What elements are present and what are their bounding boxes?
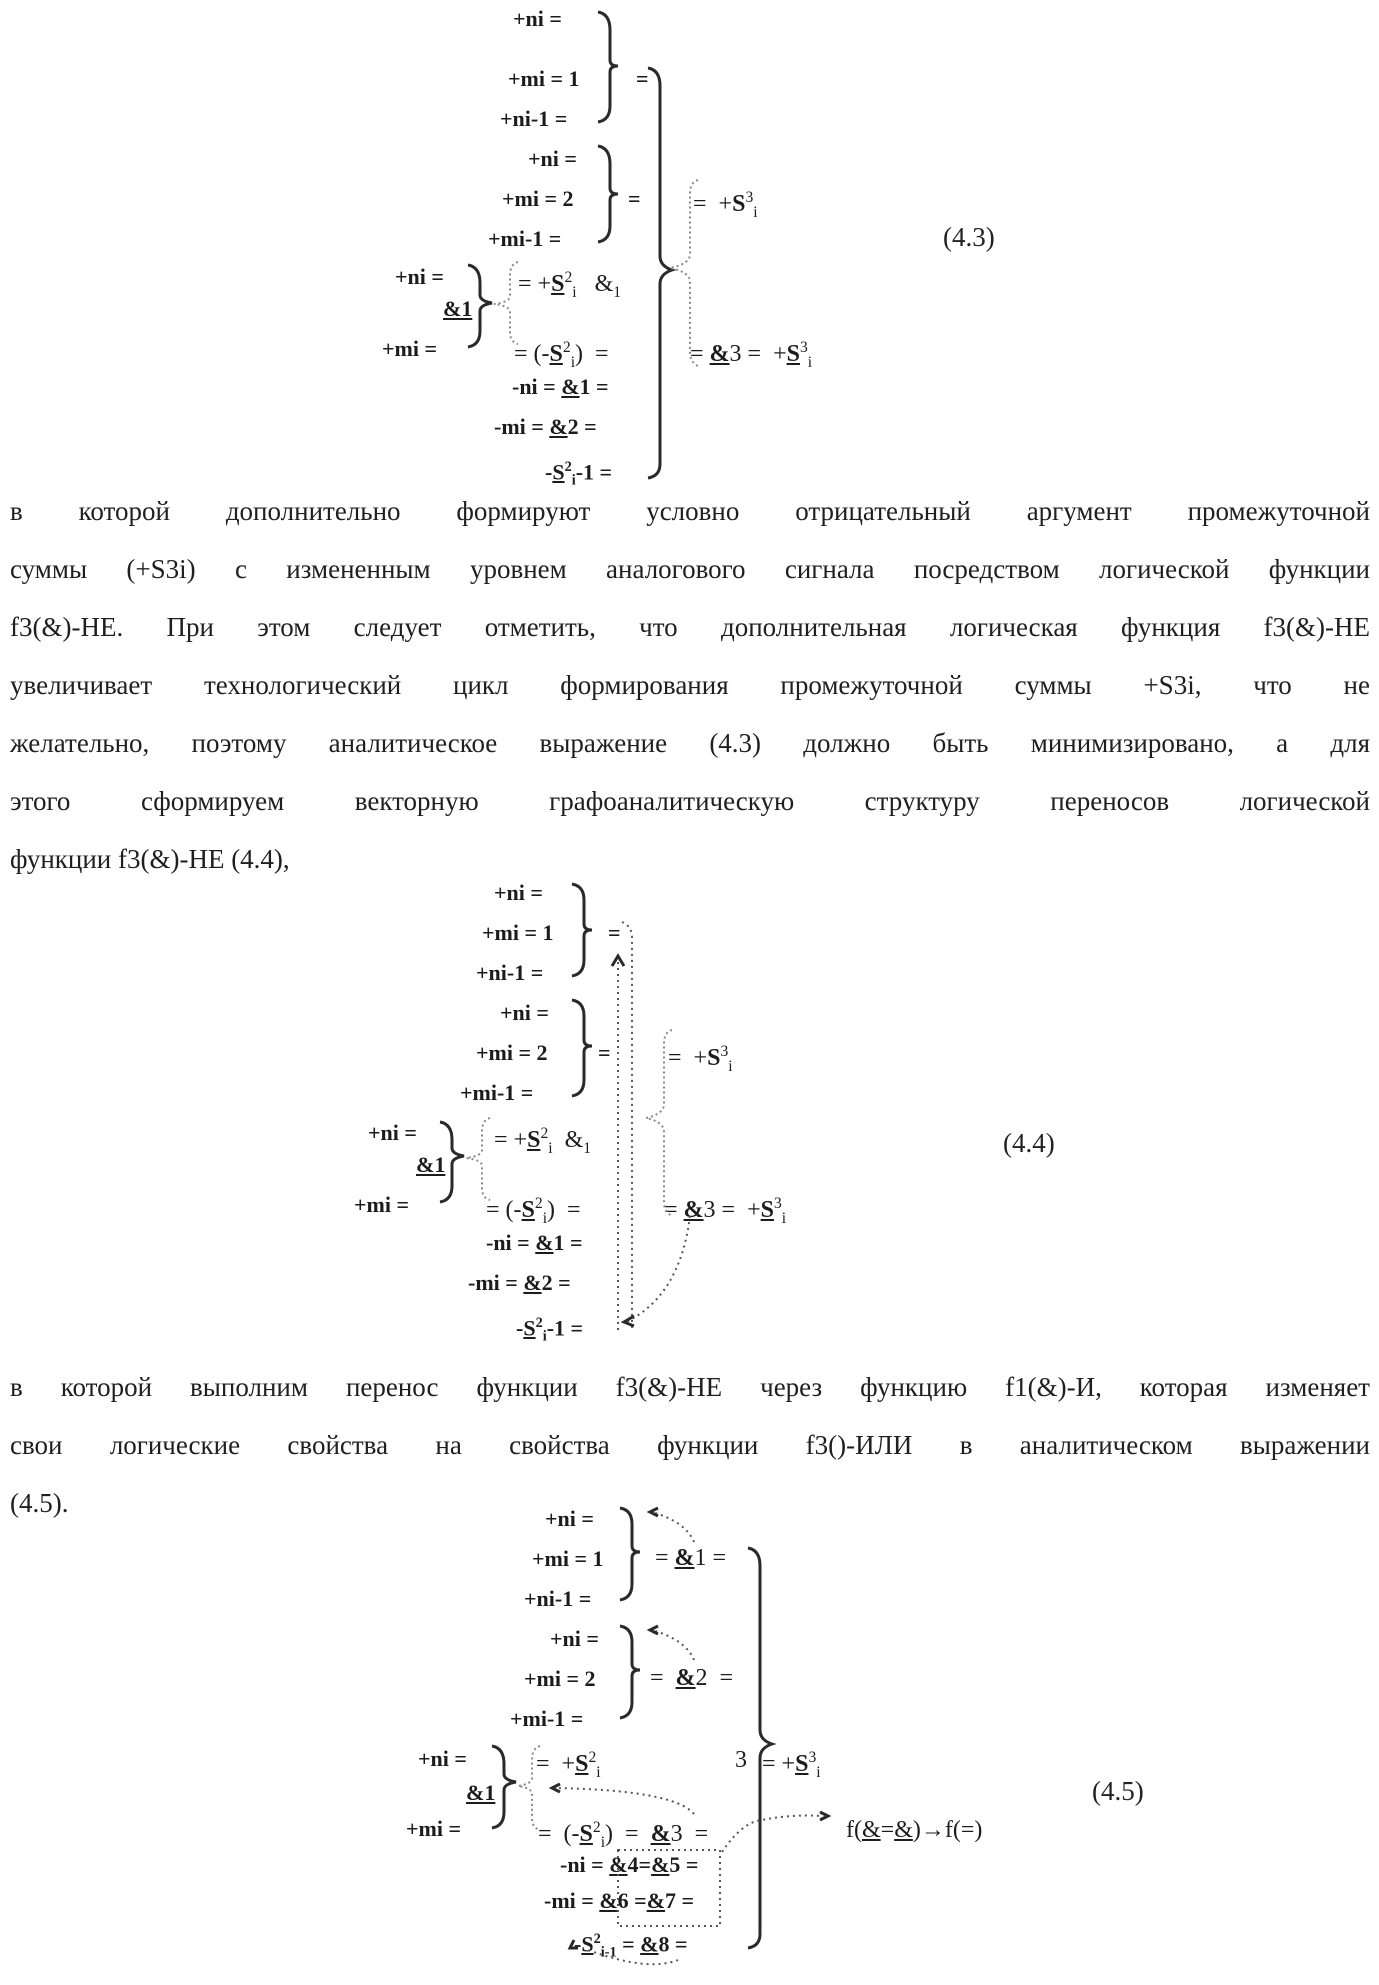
arrow-head-icon — [552, 1784, 560, 1792]
eq-term: +mi = 2 — [476, 1042, 548, 1064]
equation-number: (4.4) — [1003, 1128, 1055, 1159]
eq-term: = — [608, 922, 621, 944]
eq-term: +ni = — [513, 8, 562, 30]
eq-term: f(&=&)→f(=) — [846, 1818, 982, 1842]
eq-term: +ni = — [368, 1122, 417, 1144]
eq-term: +mi = 1 — [508, 68, 580, 90]
eq-term: +mi = 1 — [532, 1548, 604, 1570]
brace — [494, 262, 518, 344]
text-line: увеличивает технологический цикл формирования промежуточной суммы +S3i, что не — [10, 656, 1370, 714]
eq-term: = +S3i — [668, 1040, 733, 1079]
text-line: желательно, поэтому аналитическое выражение (4.3) должно быть минимизировано, а для — [10, 714, 1370, 772]
eq-term: 3 — [735, 1748, 747, 1772]
text-line: (4.5). — [10, 1474, 1370, 1532]
eq-term: -ni = &1 = — [512, 376, 609, 398]
eq-term: &1 — [416, 1154, 445, 1176]
text-line: в которой дополнительно формируют условно отрицательный аргумент промежуточной — [10, 482, 1370, 540]
brace — [598, 146, 618, 242]
eq-term: = +S2i &1 — [518, 266, 621, 305]
eq-term: = +S2i &1 — [494, 1122, 591, 1161]
eq-term: = &3 = +S3i — [664, 1192, 786, 1231]
eq-term: -ni = &4=&5 = — [560, 1854, 698, 1876]
eq-term: +ni = — [418, 1748, 467, 1770]
eq-term: -mi = &6 =&7 = — [544, 1890, 694, 1912]
text-line: этого сформируем векторную графоаналитическую структуру переносов логической — [10, 772, 1370, 830]
transfer-arrow — [722, 1816, 822, 1853]
eq-term: +ni-1 = — [476, 962, 543, 984]
eq-term: -S2i-1 = — [545, 456, 612, 492]
eq-term: -ni = &1 = — [486, 1232, 583, 1254]
transfer-arrow — [652, 1630, 694, 1660]
eq-term: +ni = — [494, 882, 543, 904]
brace — [648, 68, 672, 478]
eq-term: +ni = — [550, 1628, 599, 1650]
text-line: в которой выполним перенос функции f3(&)-НЕ через функцию f1(&)-И, которая изменяет — [10, 1358, 1370, 1416]
brace — [572, 884, 592, 976]
eq-term: = (-S2i) = — [486, 1192, 581, 1231]
brace — [572, 1000, 592, 1096]
eq-term: +mi = — [406, 1818, 461, 1840]
brace — [492, 1746, 516, 1828]
eq-term: +ni-1 = — [500, 108, 567, 130]
text-line: функции f3(&)-НЕ (4.4), — [10, 830, 1370, 888]
eq-term: = +S3i — [693, 186, 758, 225]
eq-term: +ni = — [528, 148, 577, 170]
eq-term: = — [628, 188, 641, 210]
eq-term: = &3 = +S3i — [690, 336, 812, 375]
eq-term: +mi-1 = — [488, 228, 561, 250]
eq-term: = +S2i — [536, 1746, 601, 1785]
paragraph-1 — [10, 482, 1370, 888]
arrow-head-icon — [820, 1812, 828, 1820]
equation-number: (4.3) — [943, 222, 995, 253]
eq-term: +mi = — [354, 1194, 409, 1216]
eq-term: +mi = — [382, 338, 437, 360]
transfer-arrow — [626, 1216, 690, 1322]
eq-term: -mi = &2 = — [468, 1272, 571, 1294]
eq-term: &1 — [443, 298, 472, 320]
eq-term: +ni-1 = — [524, 1588, 591, 1610]
text-line: суммы (+S3i) с измененным уровнем аналогового сигнала посредством логической функции — [10, 540, 1370, 598]
arrow-head-icon — [650, 1626, 658, 1634]
eq-term: +ni = — [500, 1002, 549, 1024]
transfer-line — [622, 922, 632, 1328]
eq-term: +mi-1 = — [510, 1708, 583, 1730]
eq-term: +ni = — [395, 266, 444, 288]
eq-term: = &2 = — [650, 1666, 733, 1690]
paragraph-2 — [10, 1358, 1370, 1532]
arrow-head-icon — [624, 1316, 634, 1326]
eq-term: = (-S2i) = — [514, 336, 609, 375]
eq-term: +mi = 1 — [482, 922, 554, 944]
brace — [466, 1118, 490, 1200]
eq-term: = — [598, 1042, 611, 1064]
brace — [620, 1626, 640, 1718]
eq-term: +ni = — [545, 1508, 594, 1530]
eq-term: -S2i-1 = — [516, 1312, 583, 1348]
brace — [598, 12, 618, 122]
eq-term: = (-S2i) = &3 = — [538, 1816, 708, 1855]
text-line: f3(&)-НЕ. При этом следует отметить, что дополнительная логическая функция f3(&)-НЕ — [10, 598, 1370, 656]
arrow-head-icon — [612, 956, 624, 966]
eq-term: +mi = 2 — [502, 188, 574, 210]
equation-number: (4.5) — [1092, 1776, 1144, 1807]
eq-term: &1 — [466, 1782, 495, 1804]
eq-term: = &1 = — [655, 1546, 726, 1570]
eq-term: = — [636, 68, 649, 90]
eq-term: +mi-1 = — [460, 1082, 533, 1104]
text-line: свои логические свойства на свойства функции f3()-ИЛИ в аналитическом выражении — [10, 1416, 1370, 1474]
eq-term: +mi = 2 — [524, 1668, 596, 1690]
transfer-arrow — [554, 1788, 694, 1814]
eq-term: -mi = &2 = — [494, 416, 597, 438]
eq-term: = +S3i — [762, 1746, 821, 1785]
eq-term: -S2i-1 = &8 = — [574, 1928, 688, 1964]
